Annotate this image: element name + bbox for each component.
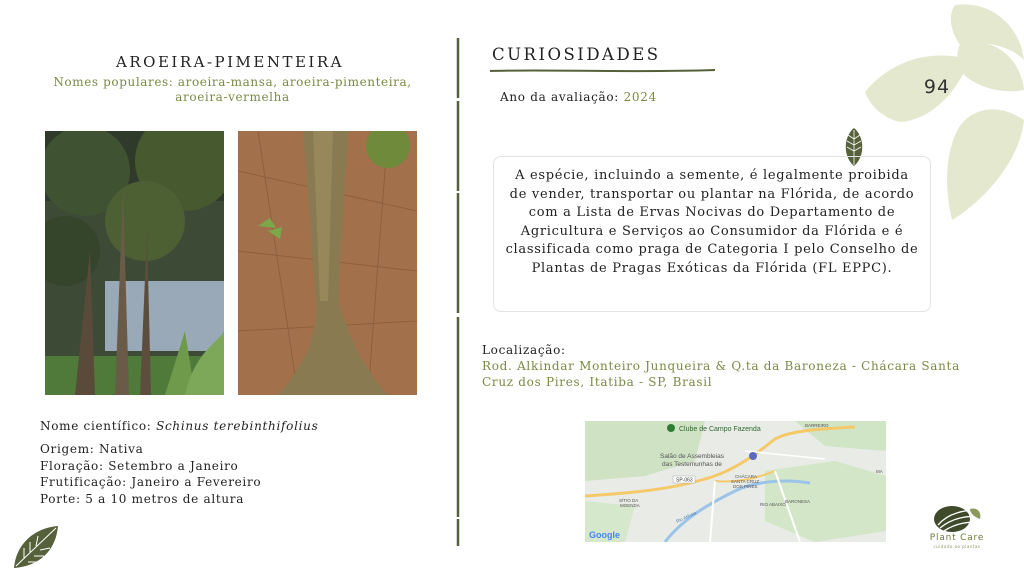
map-label-rio-abaixo: RIO ABAIXO xyxy=(760,502,786,507)
map-poi-icon xyxy=(667,424,675,432)
map-label-salao2: das Testemunhas de xyxy=(662,461,722,468)
google-logo: Google xyxy=(589,530,620,540)
fruiting: Frutificação: Janeiro a Fevereiro xyxy=(40,475,262,489)
scientific-name-label: Nome científico: xyxy=(40,419,157,433)
flowering: Floração: Setembro a Janeiro xyxy=(40,459,239,473)
location-label: Localização: xyxy=(482,343,566,357)
brand-tagline: cuidado ao plantas xyxy=(933,544,981,549)
location-map[interactable] xyxy=(585,421,886,542)
map-label-clube: Clube de Campo Fazenda xyxy=(679,426,761,433)
evaluation-year xyxy=(500,90,657,104)
map-label-river: Rio Atibaia xyxy=(675,510,697,524)
map-label-chacara2: SANTA CRUZ xyxy=(731,479,760,484)
map-label-salao1: Salão de Assembleias xyxy=(660,453,724,460)
map-label-chacara1: CHÁCARA xyxy=(735,474,758,479)
tree-landscape-photo xyxy=(45,131,224,395)
map-label-sitio2: MOENDA xyxy=(620,503,640,508)
origin: Origem: Nativa xyxy=(40,442,144,456)
species-title: AROEIRA-PIMENTEIRA xyxy=(116,53,344,71)
vertical-divider xyxy=(456,38,460,546)
curiosities-title: CURIOSIDADES xyxy=(492,45,661,64)
map-label-edge: MA xyxy=(876,469,883,474)
map-poi-icon xyxy=(749,452,757,460)
scientific-name-value: Schinus terebinthifolius xyxy=(156,419,319,433)
map-label-barreiro: BARREIRO xyxy=(805,423,829,428)
tree-trunk-photo xyxy=(238,131,417,395)
page-number: 94 xyxy=(923,76,951,98)
curiosity-text: A espécie, incluindo a semente, é legalmente proibida de vender, transportar ou plantar na Flórida, de acordo com a Lista de Ervas Nocivas do Departamento de Agricultura e Serviços ao Consumidor da Flórida e é classificada como praga de Categoria I pelo Conselho de Plantas de Pragas Exóticas da Flórida (FL EPPC). xyxy=(505,168,919,276)
title-underline xyxy=(490,67,715,75)
year-label: Ano da avaliação: xyxy=(500,90,624,104)
map-label-baronesa: BARONESA xyxy=(785,499,811,504)
plant-care-logo-icon xyxy=(930,503,982,533)
map-label-road: SP-063 xyxy=(676,477,693,484)
year-value: 2024 xyxy=(623,90,657,104)
tree-size: Porte: 5 a 10 metros de altura xyxy=(40,492,245,506)
map-label-sitio1: SÍTIO DA xyxy=(619,498,639,503)
scientific-name xyxy=(40,419,318,433)
leaf-icon xyxy=(12,524,60,570)
brand-name: Plant Care xyxy=(929,533,985,543)
location-address: Rod. Alkindar Monteiro Junqueira & Q.ta da Baroneza - Chácara Santa Cruz dos Pires, Itatiba - SP, Brasil xyxy=(482,359,960,389)
popular-names: Nomes populares: aroeira-mansa, aroeira-pimenteira, aroeira-vermelha xyxy=(53,75,412,104)
map-label-chacara3: DOS PIRES xyxy=(733,484,758,489)
